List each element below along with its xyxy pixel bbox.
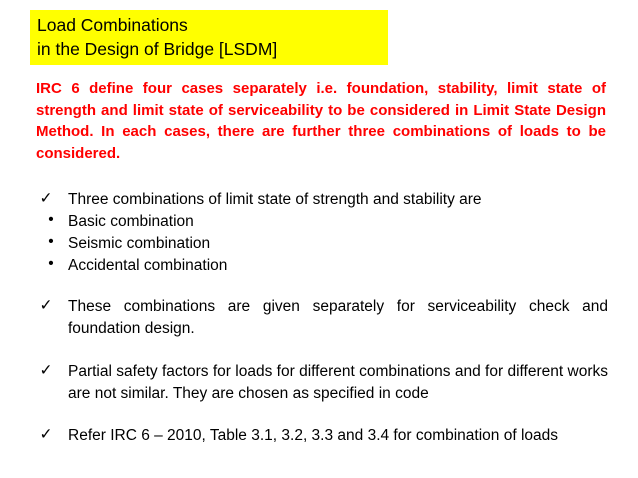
- title-box: [30, 10, 388, 65]
- check-icon: ✓: [39, 190, 53, 207]
- intro-paragraph: IRC 6 define four cases separately i.e. foundation, stability, limit state of strength and limit state of serviceability to be considered in Limit State Design Method. In each cases, there are further three combinations of loads to be considered.: [36, 80, 606, 162]
- point-3-text: Partial safety factors for loads for different combinations and for different works are not similar. They are chosen as specified in code: [68, 363, 608, 402]
- check-icon: ✓: [39, 426, 53, 443]
- sub-point-3-text: Accidental combination: [68, 257, 228, 274]
- bullet-icon: •: [48, 255, 54, 272]
- point-2-text: These combinations are given separately for serviceability check and foundation design.: [68, 298, 608, 337]
- bullet-icon: •: [48, 233, 54, 250]
- point-1-text: Three combinations of limit state of strength and stability are: [68, 191, 482, 208]
- check-icon: ✓: [39, 362, 53, 379]
- slide-title-line-1: Load Combinations: [37, 15, 188, 35]
- point-4-text: Refer IRC 6 – 2010, Table 3.1, 3.2, 3.3 and 3.4 for combination of loads: [68, 427, 558, 444]
- sub-point-1-text: Basic combination: [68, 213, 194, 230]
- slide-title-line-2: in the Design of Bridge [LSDM]: [37, 39, 278, 59]
- bullet-icon: •: [48, 211, 54, 228]
- check-icon: ✓: [39, 297, 53, 314]
- sub-point-2-text: Seismic combination: [68, 235, 211, 252]
